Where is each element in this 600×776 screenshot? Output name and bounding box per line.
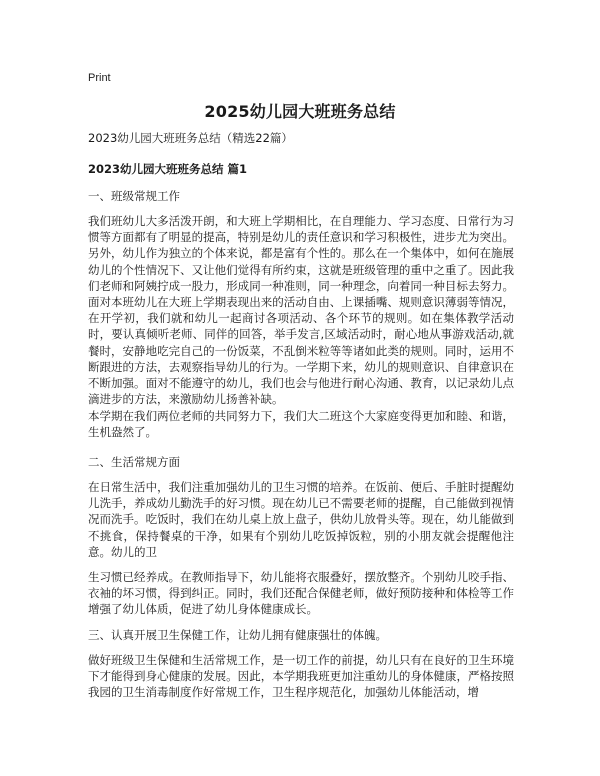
page-title: 2025幼儿园大班班务总结 (204, 102, 396, 121)
paragraph-health-care: 做好班级卫生保健和生活常规工作，是一切工作的前提，幼儿只有在良好的卫生环境下才能得到身心健康的发展。因此，本学期我班更加注重幼儿的身体健康，严格按照我园的卫生消毒制度作好常规工作，卫生程序规范化，加强幼儿体能活动，增 (88, 653, 514, 700)
section-heading-class-routine: 一、班级常规工作 (88, 189, 180, 203)
paragraph-team-effort: 本学期在我们两位老师的共同努力下，我们大二班这个大家庭变得更加和睦、和谐，生机盎然了。 (88, 409, 514, 440)
document-subtitle: 2023幼儿园大班班务总结（精选22篇） (88, 131, 293, 145)
section-heading-life-routine: 二、生活常规方面 (88, 455, 180, 469)
print-link[interactable]: Print (88, 72, 111, 84)
paragraph-hygiene-habits: 在日常生活中，我们注重加强幼儿的卫生习惯的培养。在饭前、便后、手脏时提醒幼儿洗手，养成幼儿勤洗手的好习惯。现在幼儿已不需要老师的提醒，自己能做到视情况而洗手。吃饭时，我们在幼儿桌上放上盘子，供幼儿放骨头等。现在，幼儿能做到不挑食，保持餐桌的干净，如果有个别幼儿吃饭掉饭粒，别的小朋友就会提醒他注意。幼儿的卫 (88, 480, 514, 559)
article-heading: 2023幼儿园大班班务总结 篇1 (88, 162, 248, 176)
paragraph-self-care: 生习惯已经养成。在教师指导下，幼儿能将衣服叠好，摆放整齐。个别幼儿咬手指、衣袖的坏习惯，得到纠正。同时，我们还配合保健老师，做好预防接种和体检等工作增强了幼儿体质，促进了幼儿身体健康成长。 (88, 570, 514, 617)
paragraph-class-routine: 我们班幼儿大多活泼开朗，和大班上学期相比，在自理能力、学习态度、日常行为习惯等方面都有了明显的提高，特别是幼儿的责任意识和学习积极性，进步尤为突出。另外，幼儿作为独立的个体来说，都是富有个性的。那么在一个集体中，如何在施展幼儿的个性情况下、又让他们觉得有所约束，这就是班级管理的重中之重了。因此我们老师和阿姨拧成一股力，形成同一种准则，同一种理念，向着同一种目标去努力。面对本班幼儿在大班上学期表现出来的活动自由、上课插嘴、规则意识薄弱等情况，在开学初，我们就和幼儿一起商讨各项活动、各个环节的规则。如在集体教学活动时，要认真倾听老师、同伴的回答，举手发言,区域活动时，耐心地从事游戏活动,就餐时，安静地吃完自己的一份饭菜，不乱倒米粒等等诸如此类的规则。同时，运用不断跟进的方法，去观察指导幼儿的行为。一学期下来，幼儿的规则意识、自律意识在不断加强。面对不能遵守的幼儿，我们也会与他进行耐心沟通、教育，以记录幼儿点滴进步的方法，来激励幼儿扬善补缺。 (88, 214, 514, 407)
section-heading-health-care: 三、认真开展卫生保健工作，让幼儿拥有健康强壮的体魄。 (88, 628, 387, 642)
